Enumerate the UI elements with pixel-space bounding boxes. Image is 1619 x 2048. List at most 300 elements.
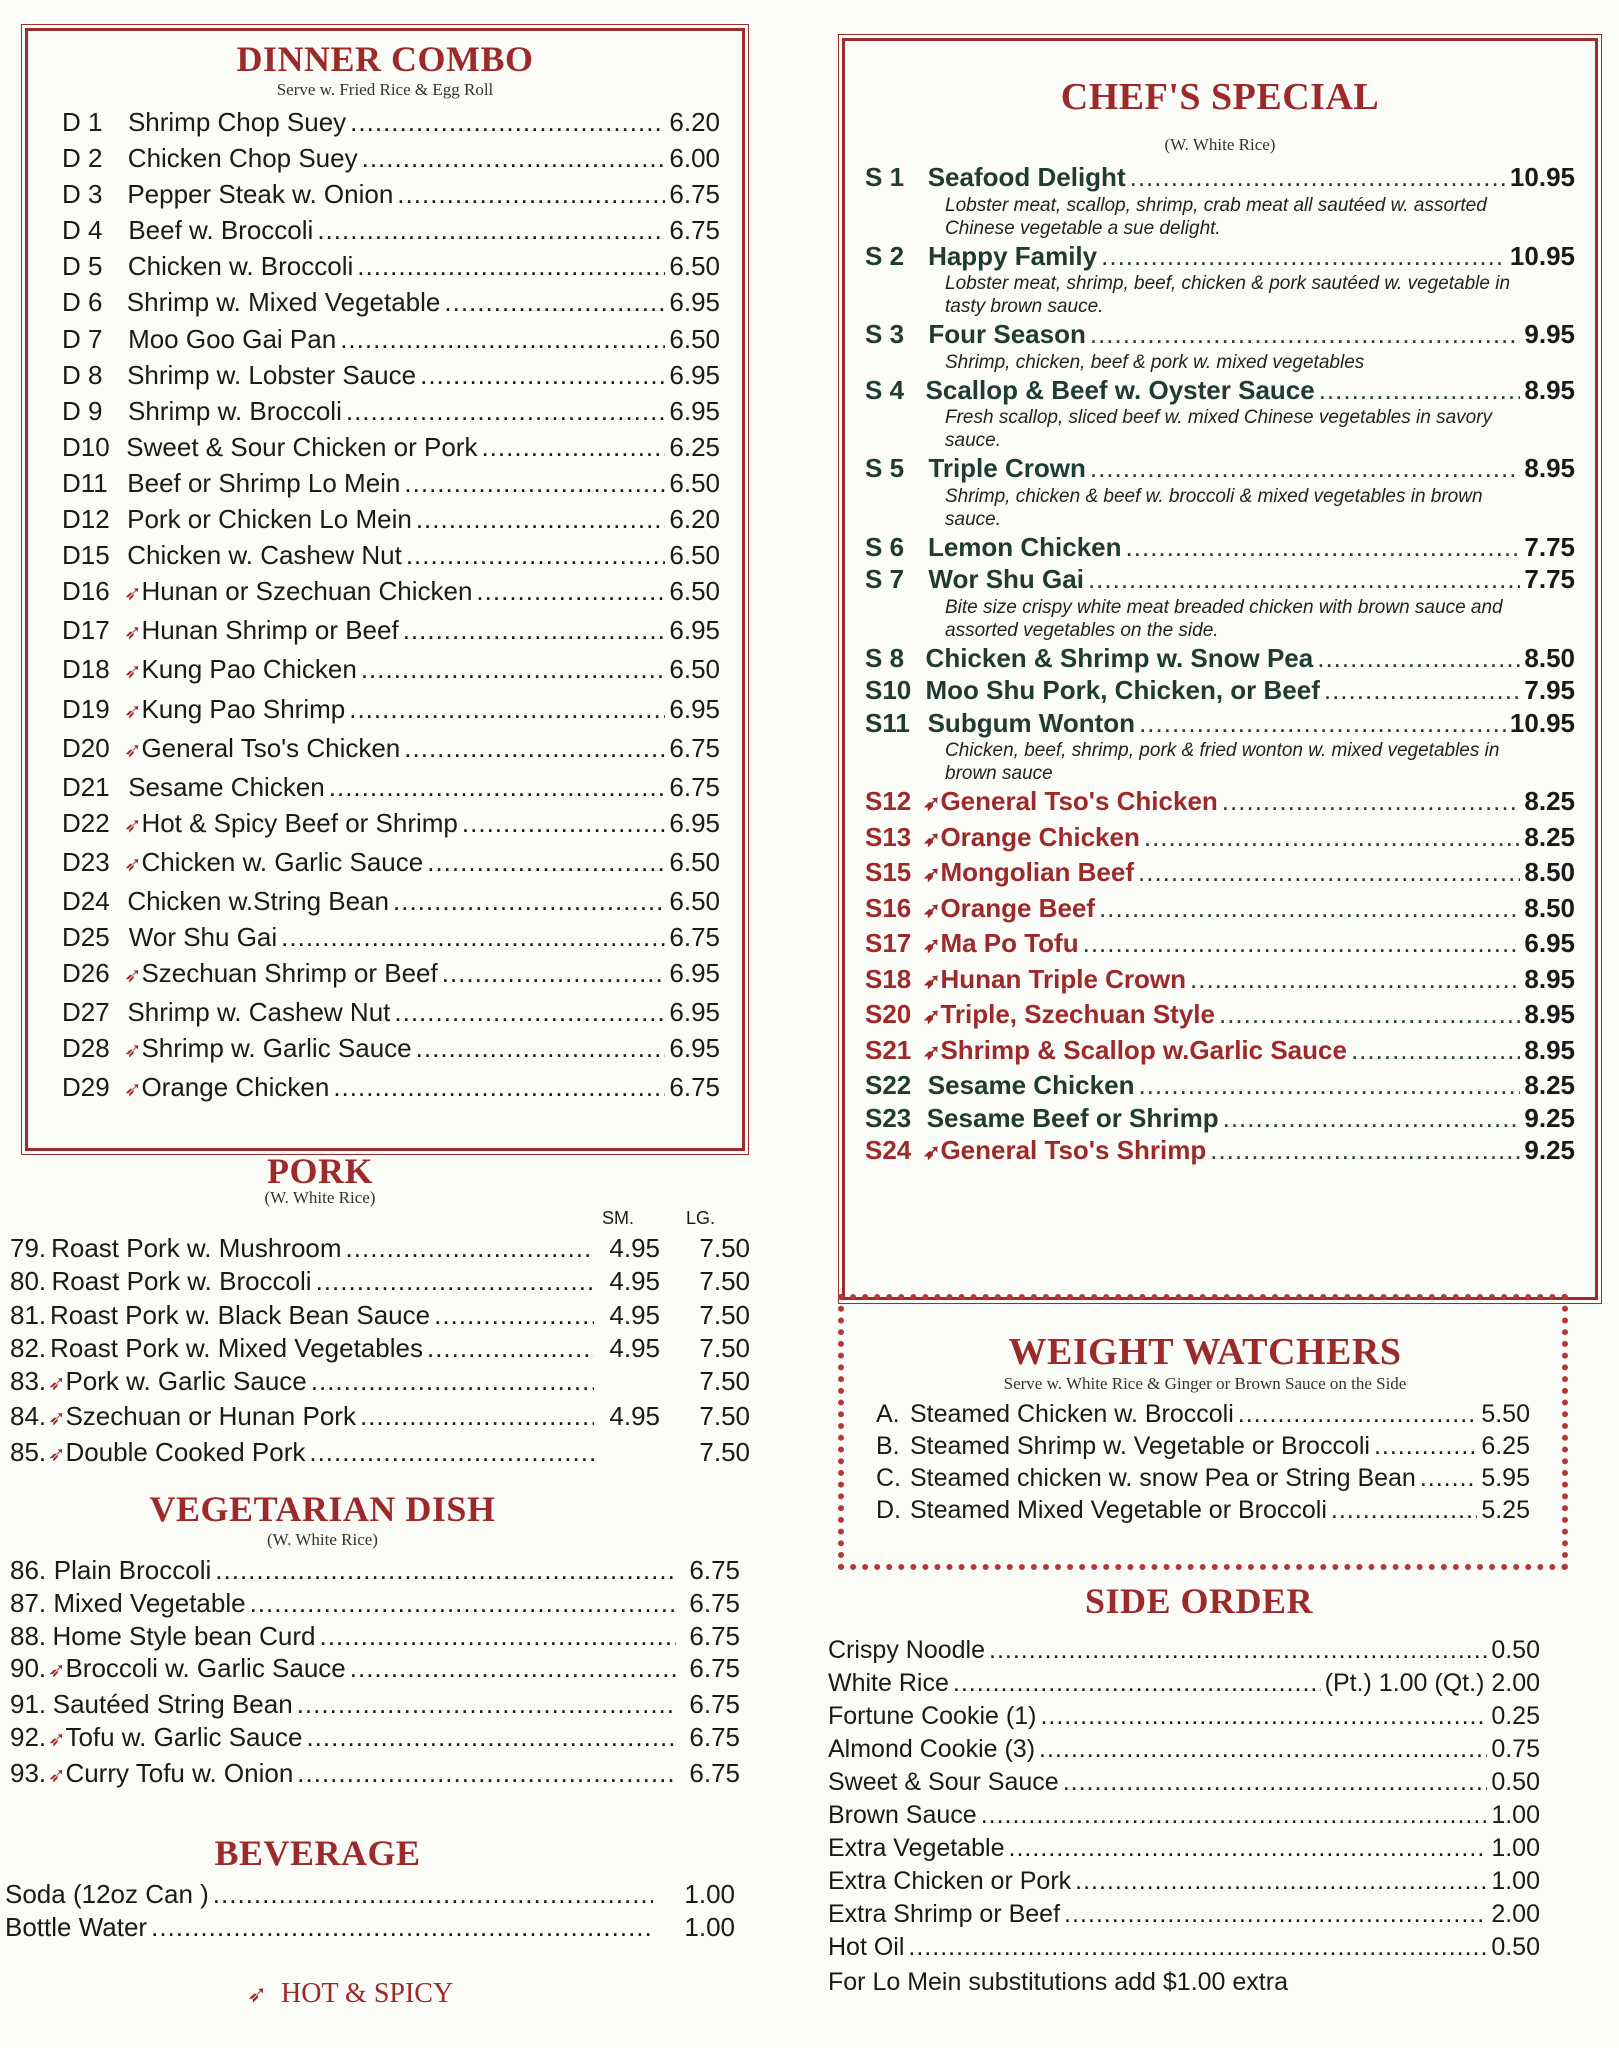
item-name: White Rice — [828, 1669, 949, 1697]
item-name: Steamed chicken w. snow Pea or String Bean — [910, 1464, 1416, 1492]
chili-pepper-icon: ➶ — [923, 898, 941, 922]
menu-item — [865, 531, 1575, 564]
item-code: 87. — [10, 1587, 47, 1618]
item-code: D15 — [62, 540, 110, 571]
item-code: 86. — [10, 1555, 47, 1585]
item-price: 6.75 — [689, 1721, 740, 1752]
item-price: 10.95 — [1509, 162, 1575, 192]
pork-large-header: LG. — [686, 1208, 716, 1228]
item-name: General Tso's Chicken — [940, 786, 1218, 816]
menu-item — [62, 393, 720, 429]
item-name: Szechuan or Hunan Pork — [65, 1401, 356, 1432]
item-name: Roast Pork w. Black Bean Sauce — [50, 1299, 431, 1330]
item-code: 90. — [10, 1653, 47, 1684]
item-price: 5.50 — [1481, 1400, 1530, 1428]
item-code: S 2 — [865, 240, 905, 271]
item-price-large: 7.50 — [699, 1436, 750, 1467]
item-price: 6.75 — [669, 922, 720, 953]
item-name: Shrimp Chop Suey — [127, 107, 347, 137]
item-name: Scallop & Beef w. Oyster Sauce — [925, 374, 1315, 405]
menu-item — [62, 1069, 720, 1108]
leader-dots — [908, 1931, 1487, 1964]
item-description: Fresh scallop, sliced beef w. mixed Chinese vegetables in savory sauce. — [945, 407, 1493, 451]
item-name: Shrimp & Scallop w.Garlic Sauce — [940, 1034, 1347, 1065]
item-code: S16 — [865, 892, 912, 923]
item-name: Wor Shu Gai — [928, 564, 1084, 594]
leader-dots — [297, 1688, 676, 1721]
item-price: 6.75 — [689, 1653, 740, 1684]
menu-item — [828, 1700, 1540, 1733]
item-name: Steamed Chicken w. Broccoli — [910, 1400, 1234, 1428]
menu-item — [62, 955, 720, 994]
item-price: 6.50 — [669, 467, 720, 498]
item-code: D21 — [62, 771, 110, 802]
item-code: S18 — [865, 963, 912, 994]
chefs-special-list — [865, 161, 1575, 1170]
menu-item — [10, 1620, 740, 1653]
item-price: 6.75 — [689, 1620, 740, 1651]
item-name: Orange Chicken — [940, 821, 1140, 852]
chili-pepper-icon: ➶ — [124, 813, 142, 837]
menu-item-row — [865, 161, 1575, 194]
item-name: Shrimp w. Cashew Nut — [127, 997, 391, 1028]
item-price-small: 4.95 — [609, 1332, 660, 1363]
item-description: Shrimp, chicken & beef w. broccoli & mixed vegetables in brown sauce. — [945, 485, 1483, 530]
item-code: S20 — [865, 999, 912, 1029]
item-name: Ma Po Tofu — [940, 928, 1079, 958]
item-name: Hot Oil — [828, 1933, 905, 1961]
item-code: S12 — [865, 786, 912, 816]
item-price-large: 7.50 — [699, 1299, 750, 1330]
leader-dots — [281, 919, 665, 955]
item-code: S22 — [865, 1070, 912, 1100]
item-name: General Tso's Chicken — [141, 732, 401, 763]
item-name: Soda (12oz Can ) — [5, 1879, 209, 1909]
leader-dots — [361, 651, 666, 687]
menu-item-row — [865, 674, 1575, 707]
menu-item — [62, 104, 720, 140]
item-code: D11 — [62, 467, 108, 498]
item-price: 6.95 — [669, 807, 720, 838]
item-price: 0.50 — [1491, 1933, 1540, 1961]
item-code: D20 — [62, 732, 110, 763]
item-price-large: 7.50 — [699, 1233, 750, 1263]
item-name: General Tso's Shrimp — [940, 1135, 1207, 1165]
item-price: 10.95 — [1509, 240, 1575, 271]
leader-dots — [333, 1069, 665, 1105]
weight-watchers-section — [860, 1330, 1550, 1526]
chili-pepper-icon: ➶ — [48, 1372, 66, 1396]
item-price: 6.75 — [669, 771, 720, 802]
item-code: D 7 — [62, 323, 103, 354]
chili-pepper-icon: ➶ — [923, 863, 941, 886]
item-name: Shrimp w. Lobster Sauce — [127, 359, 417, 390]
item-name: Chicken w. Cashew Nut — [127, 540, 402, 571]
leader-dots — [309, 1436, 594, 1469]
item-code: S 1 — [865, 162, 905, 192]
item-name: Chicken w.String Bean — [127, 885, 389, 916]
menu-item-row — [865, 892, 1575, 928]
item-price: 7.75 — [1524, 531, 1575, 562]
item-code: S11 — [865, 707, 910, 738]
item-name: Moo Goo Gai Pan — [128, 323, 337, 354]
item-name: Sweet & Sour Sauce — [828, 1768, 1059, 1796]
menu-item — [876, 1494, 1530, 1526]
item-name: Steamed Shrimp w. Vegetable or Broccoli — [910, 1432, 1370, 1460]
leader-dots — [1101, 240, 1506, 273]
side-order-note: For Lo Mein substitutions add $1.00 extra — [828, 1968, 1288, 1996]
item-code: D 6 — [62, 287, 103, 318]
item-code: S 8 — [865, 642, 905, 673]
item-code: S23 — [865, 1102, 912, 1133]
item-name: Chicken Chop Suey — [127, 143, 358, 174]
dinner-combo-subtitle: Serve w. Fried Rice & Egg Roll — [276, 80, 494, 99]
chili-pepper-icon: ➶ — [923, 792, 941, 815]
menu-item — [62, 501, 720, 537]
chili-pepper-icon: ➶ — [124, 738, 142, 762]
menu-item — [62, 357, 720, 393]
leader-dots — [1331, 1494, 1477, 1526]
item-code: D19 — [62, 693, 110, 724]
leader-dots — [1138, 1069, 1520, 1102]
item-code: D25 — [62, 922, 110, 953]
menu-item — [10, 1688, 740, 1721]
chili-pepper-icon: ➶ — [246, 1982, 268, 2008]
item-description: Shrimp, chicken, beef & pork w. mixed vegetables — [945, 351, 1365, 373]
menu-item-row — [865, 1069, 1575, 1102]
item-name: Sesame Chicken — [128, 771, 325, 802]
item-price: 6.50 — [669, 251, 720, 282]
menu-item — [10, 1554, 740, 1587]
leader-dots — [346, 393, 666, 429]
leader-dots — [427, 844, 665, 880]
item-code: 79. — [10, 1233, 47, 1263]
item-name: Kung Pao Shrimp — [141, 693, 346, 724]
item-code: 80. — [10, 1266, 47, 1297]
item-name: Subgum Wonton — [927, 707, 1136, 738]
menu-item — [10, 1436, 750, 1471]
chefs-special-title: CHEF'S SPECIAL — [1060, 76, 1380, 118]
item-description: Bite size crispy white meat breaded chicken with brown sauce and assorted vegetables on the side. — [945, 596, 1503, 641]
menu-item-row — [865, 374, 1575, 407]
menu-item-row — [865, 1102, 1575, 1135]
leader-dots — [981, 1799, 1488, 1832]
menu-item — [828, 1931, 1540, 1964]
item-name: Home Style bean Curd — [52, 1620, 316, 1651]
leader-dots — [442, 955, 666, 991]
item-price: 6.75 — [689, 1757, 740, 1788]
item-code: D29 — [62, 1072, 110, 1103]
menu-item — [10, 1400, 750, 1435]
dinner-combo-list — [40, 104, 730, 1109]
item-price: 6.95 — [669, 615, 720, 646]
item-price: 1.00 — [684, 1879, 735, 1909]
weight-watchers-subtitle: Serve w. White Rice & Ginger or Brown Sauce on the Side — [1003, 1374, 1407, 1393]
item-price: 6.20 — [669, 107, 720, 137]
item-name: Bottle Water — [5, 1912, 148, 1942]
item-code: D27 — [62, 997, 110, 1028]
vegetarian-section — [10, 1488, 740, 1793]
item-code: D22 — [62, 807, 110, 838]
leader-dots — [1075, 1865, 1487, 1898]
menu-item — [5, 1911, 735, 1944]
menu-item — [5, 1878, 735, 1911]
leader-dots — [1190, 963, 1520, 996]
leader-dots — [306, 1721, 676, 1754]
leader-dots — [394, 994, 665, 1030]
menu-item — [865, 318, 1575, 374]
chili-pepper-icon: ➶ — [48, 1442, 66, 1466]
item-price-small: 4.95 — [609, 1266, 660, 1297]
item-name: Szechuan Shrimp or Beef — [141, 958, 438, 989]
menu-item-row — [865, 963, 1575, 999]
item-code: D12 — [62, 504, 110, 535]
leader-dots — [953, 1667, 1321, 1700]
item-name: Triple, Szechuan Style — [940, 999, 1215, 1029]
leader-dots — [397, 176, 665, 212]
item-name: Pepper Steak w. Onion — [127, 179, 394, 210]
chili-pepper-icon: ➶ — [124, 621, 142, 645]
menu-item — [10, 1299, 750, 1332]
leader-dots — [215, 1554, 676, 1587]
item-name: Roast Pork w. Broccoli — [51, 1266, 312, 1297]
item-price: 8.95 — [1524, 963, 1575, 994]
item-name: Orange Chicken — [141, 1072, 330, 1103]
menu-item — [62, 321, 720, 357]
item-code: S 6 — [865, 531, 905, 562]
menu-item-row — [865, 531, 1575, 564]
item-name: Plain Broccoli — [53, 1555, 212, 1585]
menu-item — [10, 1265, 750, 1298]
item-code: 91. — [10, 1689, 47, 1720]
item-price: 6.75 — [689, 1689, 740, 1720]
menu-item — [865, 1069, 1575, 1102]
item-name: Hot & Spicy Beef or Shrimp — [141, 807, 458, 838]
chili-pepper-icon: ➶ — [124, 699, 142, 723]
item-name: Triple Crown — [928, 453, 1086, 483]
item-name: Pork or Chicken Lo Mein — [127, 504, 412, 535]
leader-dots — [1374, 1430, 1477, 1462]
item-price: 6.25 — [669, 431, 720, 462]
leader-dots — [1139, 707, 1506, 740]
item-code: S 5 — [865, 453, 905, 483]
item-description: Lobster meat, scallop, shrimp, crab meat all sautéed w. assorted Chinese vegetable a sue delight. — [945, 194, 1487, 239]
item-name: Extra Shrimp or Beef — [828, 1900, 1061, 1928]
item-name: Mixed Vegetable — [53, 1587, 246, 1618]
leader-dots — [404, 730, 665, 766]
item-price: 6.20 — [669, 504, 720, 535]
item-code: D 5 — [62, 251, 103, 282]
chili-pepper-icon: ➶ — [923, 969, 941, 993]
item-code: 93. — [10, 1757, 47, 1788]
item-price: 6.50 — [669, 846, 720, 877]
menu-item — [828, 1898, 1540, 1931]
menu-item — [828, 1832, 1540, 1865]
item-code: 83. — [10, 1366, 47, 1397]
leader-dots — [1088, 563, 1520, 596]
chili-pepper-icon: ➶ — [124, 1078, 142, 1102]
weight-watchers-title: WEIGHT WATCHERS — [1008, 1331, 1402, 1373]
item-name: Seafood Delight — [927, 162, 1126, 192]
vegetarian-title: VEGETARIAN DISH — [149, 1489, 496, 1529]
leader-dots — [297, 1757, 676, 1790]
item-price: 6.50 — [669, 323, 720, 354]
menu-item — [10, 1652, 740, 1688]
menu-item — [865, 856, 1575, 892]
leader-dots — [1222, 785, 1521, 818]
menu-item — [62, 176, 720, 212]
leader-dots — [329, 769, 666, 805]
item-price: 8.25 — [1524, 1070, 1575, 1100]
leader-dots — [1138, 856, 1520, 889]
menu-item — [865, 240, 1575, 319]
menu-item — [62, 994, 720, 1030]
item-price: 0.50 — [1491, 1636, 1540, 1664]
item-code: 81. — [10, 1299, 47, 1330]
item-price: 6.50 — [669, 576, 720, 607]
item-price: 1.00 — [1491, 1867, 1540, 1895]
hot-legend-label: HOT & SPICY — [281, 1978, 454, 2009]
leader-dots — [1219, 998, 1520, 1031]
item-price-large: 7.50 — [699, 1366, 750, 1397]
side-order-section — [828, 1580, 1540, 1999]
menu-item — [62, 651, 720, 690]
chili-pepper-icon: ➶ — [923, 934, 941, 957]
item-price: 6.95 — [669, 395, 720, 426]
item-price: 1.00 — [1491, 1834, 1540, 1862]
item-name: Curry Tofu w. Onion — [65, 1757, 294, 1788]
leader-dots — [1210, 1134, 1520, 1167]
item-price: 10.95 — [1509, 707, 1575, 738]
beverage-title: BEVERAGE — [214, 1833, 421, 1873]
item-name: Sautéed String Bean — [52, 1689, 293, 1720]
item-price-small: 4.95 — [609, 1299, 660, 1330]
item-price: 6.75 — [669, 1072, 720, 1103]
item-name: Sesame Chicken — [927, 1070, 1135, 1100]
item-price: 8.25 — [1524, 786, 1575, 816]
item-price: 9.95 — [1524, 319, 1575, 349]
item-price: 7.75 — [1524, 564, 1575, 594]
item-name: Broccoli w. Garlic Sauce — [65, 1653, 346, 1684]
leader-dots — [1090, 452, 1521, 485]
menu-item-row — [865, 563, 1575, 596]
chili-pepper-icon: ➶ — [124, 964, 142, 988]
item-code: D28 — [62, 1033, 110, 1064]
item-price: 0.50 — [1491, 1768, 1540, 1796]
menu-item — [865, 674, 1575, 707]
item-name: Hunan Shrimp or Beef — [141, 615, 399, 646]
leader-dots — [444, 284, 665, 320]
item-name: Kung Pao Chicken — [141, 654, 357, 685]
vegetarian-subtitle: (W. White Rice) — [267, 1530, 378, 1549]
leader-dots — [250, 1587, 676, 1620]
item-code: 84. — [10, 1401, 47, 1432]
menu-item-row — [865, 1134, 1575, 1170]
menu-item — [865, 892, 1575, 928]
menu-item — [62, 612, 720, 651]
leader-dots — [340, 321, 665, 357]
item-code: D23 — [62, 846, 110, 877]
item-price: 9.25 — [1524, 1102, 1575, 1133]
item-price: 6.75 — [689, 1587, 740, 1618]
item-price-small: 4.95 — [609, 1233, 660, 1263]
menu-item-row — [865, 927, 1575, 963]
menu-item-row — [865, 1034, 1575, 1070]
item-price: 1.00 — [1491, 1801, 1540, 1829]
leader-dots — [434, 1299, 594, 1332]
menu-item — [62, 573, 720, 612]
menu-item — [10, 1232, 750, 1265]
menu-item — [865, 1134, 1575, 1170]
item-price: 6.50 — [669, 885, 720, 916]
leader-dots — [360, 1400, 594, 1433]
item-price: 6.50 — [669, 654, 720, 685]
item-code: B. — [876, 1432, 900, 1460]
item-code: S 3 — [865, 319, 905, 349]
item-price-large: 7.50 — [699, 1266, 750, 1297]
chili-pepper-icon: ➶ — [124, 852, 142, 876]
item-price-large: 7.50 — [699, 1401, 750, 1432]
leader-dots — [1126, 531, 1521, 564]
item-price: 6.75 — [669, 179, 720, 210]
item-code: D10 — [62, 431, 110, 462]
menu-item — [865, 1102, 1575, 1135]
menu-item — [10, 1757, 740, 1793]
item-code: 88. — [10, 1620, 47, 1651]
leader-dots — [346, 1232, 594, 1265]
item-name: Almond Cookie (3) — [828, 1735, 1036, 1763]
item-code: D 4 — [62, 215, 103, 246]
item-price: 8.95 — [1524, 374, 1575, 405]
menu-item — [62, 248, 720, 284]
menu-item — [62, 212, 720, 248]
menu-item — [62, 844, 720, 883]
menu-item — [10, 1332, 750, 1365]
item-price: 6.75 — [669, 215, 720, 246]
chili-pepper-icon: ➶ — [124, 1039, 142, 1063]
item-code: 85. — [10, 1436, 47, 1467]
item-price: 5.95 — [1481, 1464, 1530, 1492]
item-price: 6.50 — [669, 540, 720, 571]
chili-pepper-icon: ➶ — [124, 582, 142, 606]
item-code: D 1 — [62, 107, 103, 137]
menu-item — [62, 429, 720, 465]
menu-item — [865, 927, 1575, 963]
item-price-small: 4.95 — [609, 1401, 660, 1432]
item-price: 2.00 — [1491, 1900, 1540, 1928]
menu-item — [865, 563, 1575, 642]
menu-item — [62, 805, 720, 844]
leader-dots — [1099, 892, 1520, 925]
item-description: Lobster meat, shrimp, beef, chicken & pork sautéed w. vegetable in tasty brown sauce. — [945, 273, 1511, 317]
leader-dots — [1420, 1462, 1477, 1494]
leader-dots — [420, 357, 665, 393]
menu-item — [62, 465, 720, 501]
item-code: 92. — [10, 1721, 47, 1752]
item-price: 6.25 — [1481, 1432, 1530, 1460]
item-name: Wor Shu Gai — [128, 922, 278, 953]
leader-dots — [350, 1652, 676, 1685]
menu-item — [828, 1667, 1540, 1700]
leader-dots — [311, 1365, 594, 1398]
chefs-special-section — [865, 75, 1575, 1170]
leader-dots — [1351, 1034, 1520, 1067]
item-price: 6.75 — [689, 1555, 740, 1585]
menu-item — [10, 1365, 750, 1400]
item-code: S 4 — [865, 374, 905, 405]
menu-item — [828, 1733, 1540, 1766]
item-price: 6.95 — [669, 1033, 720, 1064]
